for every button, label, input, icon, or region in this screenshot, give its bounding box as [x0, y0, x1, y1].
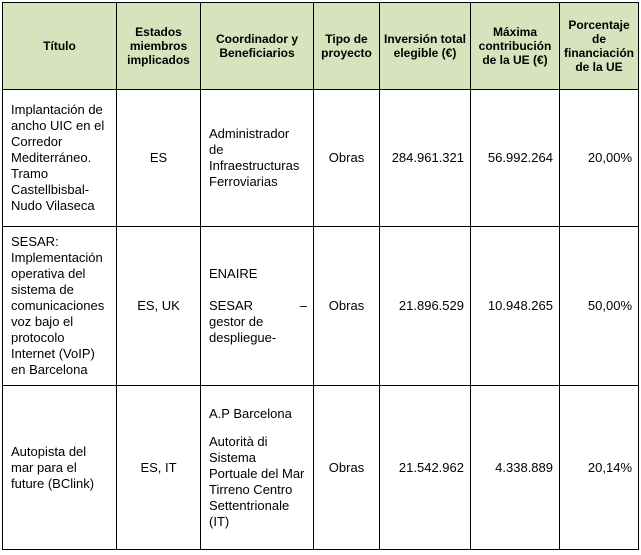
- projects-table: [2, 2, 639, 550]
- table-row: [3, 386, 639, 550]
- row-porcentaje: 50,00%: [560, 227, 639, 386]
- table-row: [3, 90, 639, 227]
- row-maxima: 10.948.265: [471, 227, 560, 386]
- header-porcentaje: Porcentaje de financiación de la UE: [560, 3, 639, 90]
- header-titulo: Título: [3, 3, 117, 90]
- row-inversion: 284.961.321: [380, 90, 471, 227]
- row-title: Autopista del mar para el future (BClink): [3, 386, 117, 550]
- row-title: SESAR: Implementación operativa del sistema de comunicaciones voz bajo el protocolo Internet (VoIP) en Barcelona: [3, 227, 117, 386]
- row-maxima: 56.992.264: [471, 90, 560, 227]
- row-tipo: Obras: [314, 90, 380, 227]
- header-inversion: Inversión total elegible (€): [380, 3, 471, 90]
- row-coordinador: [201, 227, 314, 386]
- beneficiary-name: SESAR: [209, 298, 254, 313]
- row-porcentaje: 20,00%: [560, 90, 639, 227]
- header-row: [3, 3, 639, 90]
- row-coordinador: [201, 386, 314, 550]
- row-inversion: 21.896.529: [380, 227, 471, 386]
- header-maxima: Máxima contribución de la UE (€): [471, 3, 560, 90]
- beneficiary-line: [209, 298, 307, 314]
- coordinator-name: A.P Barcelona: [209, 405, 292, 421]
- table-row: [3, 227, 639, 386]
- beneficiary-dash: –: [299, 298, 307, 313]
- row-porcentaje: 20,14%: [560, 386, 639, 550]
- row-maxima: 4.338.889: [471, 386, 560, 550]
- header-tipo: Tipo de proyecto: [314, 3, 380, 90]
- row-coordinador: [201, 90, 314, 227]
- beneficiary-name: Autorità di Sistema Portuale del Mar Tirreno Centro Settentrionale (IT): [209, 433, 305, 529]
- header-coordinador: Coordinador y Beneficiarios: [201, 3, 314, 90]
- header-estados: Estados miembros implicados: [117, 3, 201, 90]
- row-estados: ES, IT: [117, 386, 201, 550]
- row-tipo: Obras: [314, 227, 380, 386]
- row-tipo: Obras: [314, 386, 380, 550]
- coordinator-name: Administrador de Infraestructuras Ferroviarias: [209, 126, 300, 189]
- coordinator-name: ENAIRE: [209, 266, 258, 281]
- beneficiary-role: gestor de despliegue-: [209, 314, 277, 345]
- row-estados: ES: [117, 90, 201, 227]
- row-estados: ES, UK: [117, 227, 201, 386]
- row-title: Implantación de ancho UIC en el Corredor Mediterráneo. Tramo Castellbisbal-Nudo Vilaseca: [3, 90, 117, 227]
- row-inversion: 21.542.962: [380, 386, 471, 550]
